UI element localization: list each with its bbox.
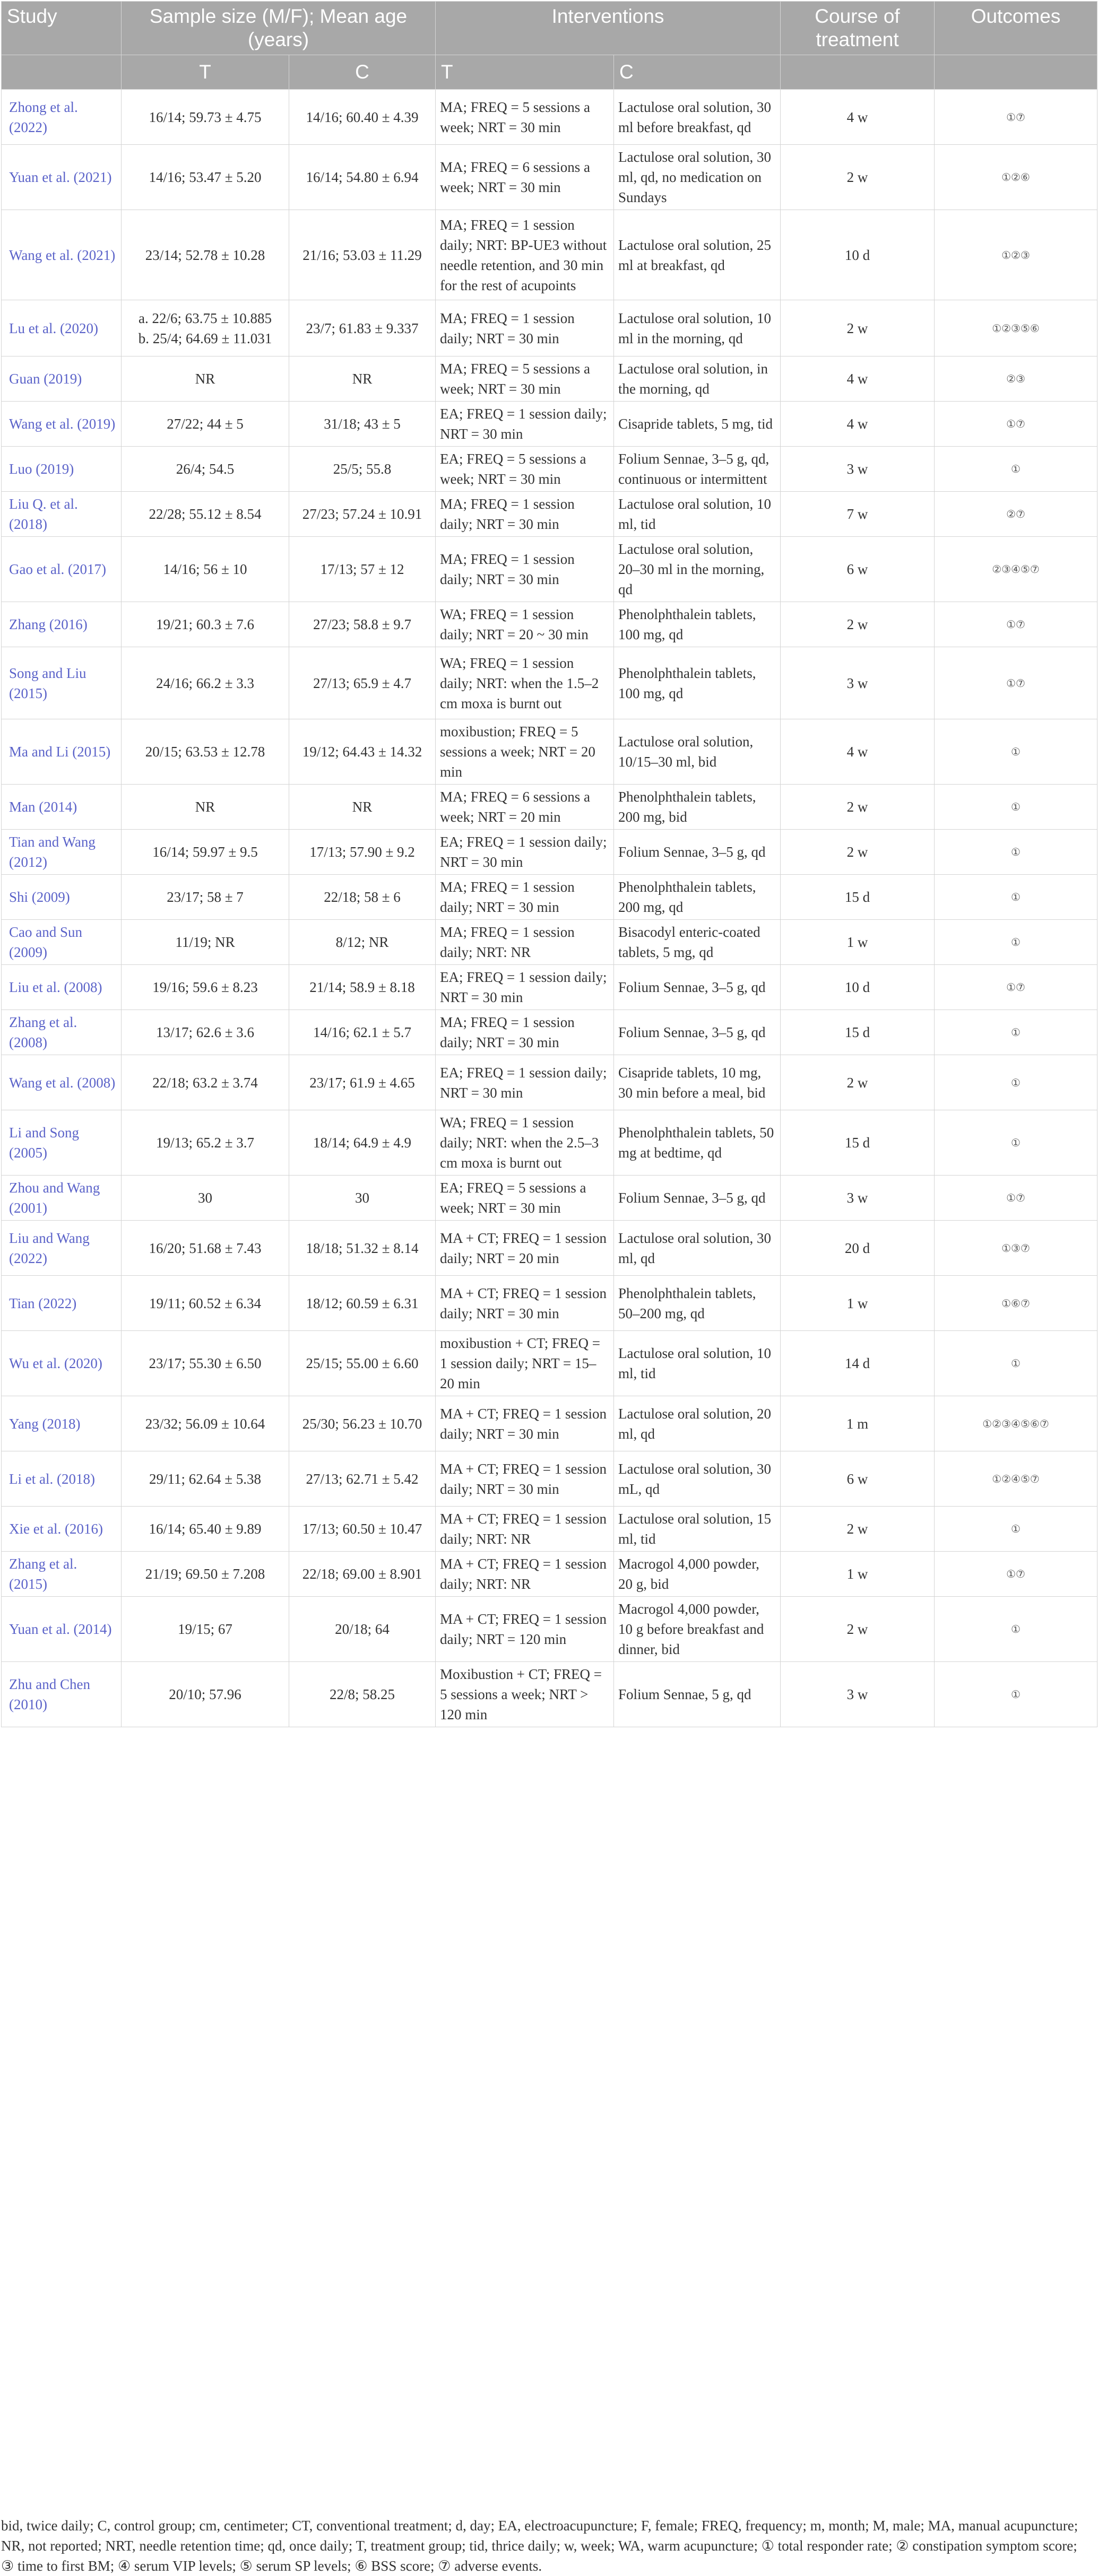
sample-t-cell: 14/16; 56 ± 10 [122, 537, 289, 602]
sample-c-cell: 18/18; 51.32 ± 8.14 [289, 1221, 436, 1276]
study-cell[interactable]: Shi (2009) [2, 875, 122, 920]
sample-t-cell: 19/15; 67 [122, 1597, 289, 1662]
sample-c-cell: 22/8; 58.25 [289, 1662, 436, 1727]
table-row [2, 300, 1097, 356]
study-cell[interactable]: Lu et al. (2020) [2, 300, 122, 356]
intervention-t-cell: Moxibustion + CT; FREQ = 5 sessions a week; NRT > 120 min [436, 1662, 614, 1727]
sample-t-cell: 27/22; 44 ± 5 [122, 402, 289, 447]
intervention-t-cell: EA; FREQ = 5 sessions a week; NRT = 30 min [436, 1176, 614, 1221]
outcomes-cell: ②③ [935, 356, 1097, 402]
outcomes-cell: ②⑦ [935, 492, 1097, 537]
sample-c-cell: 19/12; 64.43 ± 14.32 [289, 719, 436, 785]
sample-t-cell: 23/14; 52.78 ± 10.28 [122, 210, 289, 300]
sample-t-cell: NR [122, 785, 289, 830]
course-cell: 4 w [781, 90, 935, 145]
outcomes-cell: ① [935, 1662, 1097, 1727]
table-row [2, 965, 1097, 1010]
sample-t-cell: 19/13; 65.2 ± 3.7 [122, 1110, 289, 1176]
sample-t-cell: 16/14; 65.40 ± 9.89 [122, 1507, 289, 1552]
intervention-c-cell: Lactulose oral solution, 10/15–30 ml, bid [614, 719, 781, 785]
sample-c-cell: 16/14; 54.80 ± 6.94 [289, 145, 436, 210]
sample-c-cell: NR [289, 356, 436, 402]
sample-t-cell: 30 [122, 1176, 289, 1221]
sample-t-cell: 20/10; 57.96 [122, 1662, 289, 1727]
sample-c-cell: 17/13; 57.90 ± 9.2 [289, 830, 436, 875]
header-sample-size: Sample size (M/F); Mean age (years) [122, 2, 436, 55]
table-row [2, 356, 1097, 402]
intervention-t-cell: WA; FREQ = 1 session daily; NRT = 20 ~ 30 min [436, 602, 614, 647]
intervention-c-cell: Phenolphthalein tablets, 50–200 mg, qd [614, 1276, 781, 1331]
table-row [2, 785, 1097, 830]
outcomes-cell: ①⑦ [935, 965, 1097, 1010]
sample-c-cell: 20/18; 64 [289, 1597, 436, 1662]
course-cell: 10 d [781, 965, 935, 1010]
intervention-c-cell: Lactulose oral solution, 30 ml before breakfast, qd [614, 90, 781, 145]
intervention-c-cell: Cisapride tablets, 5 mg, tid [614, 402, 781, 447]
sample-t-cell: 21/19; 69.50 ± 7.208 [122, 1552, 289, 1597]
outcomes-cell: ① [935, 1055, 1097, 1110]
intervention-c-cell: Folium Sennae, 3–5 g, qd [614, 1010, 781, 1055]
sample-c-cell: 27/13; 62.71 ± 5.42 [289, 1451, 436, 1507]
table-row [2, 875, 1097, 920]
sample-c-cell: 17/13; 60.50 ± 10.47 [289, 1507, 436, 1552]
study-cell[interactable]: Xie et al. (2016) [2, 1507, 122, 1552]
intervention-t-cell: MA; FREQ = 5 sessions a week; NRT = 30 min [436, 356, 614, 402]
header-outcomes: Outcomes [935, 2, 1097, 55]
study-cell[interactable]: Yuan et al. (2021) [2, 145, 122, 210]
outcomes-cell: ① [935, 1010, 1097, 1055]
study-cell[interactable]: Yang (2018) [2, 1396, 122, 1451]
sample-c-cell: 23/17; 61.9 ± 4.65 [289, 1055, 436, 1110]
outcomes-cell: ①②③④⑤⑥⑦ [935, 1396, 1097, 1451]
sample-t-cell: 16/20; 51.68 ± 7.43 [122, 1221, 289, 1276]
table-row [2, 1662, 1097, 1727]
study-cell[interactable]: Yuan et al. (2014) [2, 1597, 122, 1662]
intervention-t-cell: MA; FREQ = 1 session daily; NRT = 30 min [436, 537, 614, 602]
sample-c-cell: 14/16; 60.40 ± 4.39 [289, 90, 436, 145]
table-row [2, 90, 1097, 145]
intervention-c-cell: Macrogol 4,000 powder, 10 g before breakfast and dinner, bid [614, 1597, 781, 1662]
sample-c-cell: 27/13; 65.9 ± 4.7 [289, 647, 436, 719]
course-cell: 10 d [781, 210, 935, 300]
sample-t-cell: 23/17; 55.30 ± 6.50 [122, 1331, 289, 1396]
intervention-c-cell: Lactulose oral solution, 10 ml in the morning, qd [614, 300, 781, 356]
intervention-t-cell: MA; FREQ = 5 sessions a week; NRT = 30 min [436, 90, 614, 145]
sample-t-cell: 16/14; 59.97 ± 9.5 [122, 830, 289, 875]
outcomes-cell: ①⑦ [935, 402, 1097, 447]
table-row [2, 1552, 1097, 1597]
intervention-t-cell: MA; FREQ = 1 session daily; NRT = 30 min [436, 1010, 614, 1055]
course-cell: 6 w [781, 1451, 935, 1507]
outcomes-cell: ①⑦ [935, 602, 1097, 647]
intervention-t-cell: MA + CT; FREQ = 1 session daily; NRT = 120 min [436, 1597, 614, 1662]
sample-t-cell: 24/16; 66.2 ± 3.3 [122, 647, 289, 719]
sample-c-cell: 22/18; 58 ± 6 [289, 875, 436, 920]
sample-c-cell: 31/18; 43 ± 5 [289, 402, 436, 447]
intervention-t-cell: WA; FREQ = 1 session daily; NRT: when the 2.5–3 cm moxa is burnt out [436, 1110, 614, 1176]
table-row [2, 210, 1097, 300]
intervention-c-cell: Lactulose oral solution, 30 mL, qd [614, 1451, 781, 1507]
intervention-t-cell: MA; FREQ = 6 sessions a week; NRT = 20 min [436, 785, 614, 830]
intervention-t-cell: MA + CT; FREQ = 1 session daily; NRT = 20 min [436, 1221, 614, 1276]
intervention-t-cell: EA; FREQ = 5 sessions a week; NRT = 30 min [436, 447, 614, 492]
course-cell: 1 w [781, 920, 935, 965]
study-cell[interactable]: Li et al. (2018) [2, 1451, 122, 1507]
outcomes-cell: ①②③ [935, 210, 1097, 300]
intervention-c-cell: Phenolphthalein tablets, 200 mg, bid [614, 785, 781, 830]
intervention-c-cell: Folium Sennae, 3–5 g, qd, continuous or intermittent [614, 447, 781, 492]
header-int-t: T [436, 55, 614, 90]
sample-c-cell: 22/18; 69.00 ± 8.901 [289, 1552, 436, 1597]
outcomes-cell: ①⑦ [935, 647, 1097, 719]
course-cell: 2 w [781, 830, 935, 875]
course-cell: 2 w [781, 145, 935, 210]
sample-c-cell: 21/16; 53.03 ± 11.29 [289, 210, 436, 300]
intervention-c-cell: Phenolphthalein tablets, 100 mg, qd [614, 647, 781, 719]
sample-c-cell: 18/12; 60.59 ± 6.31 [289, 1276, 436, 1331]
header-interventions: Interventions [436, 2, 781, 55]
outcomes-cell: ① [935, 1110, 1097, 1176]
intervention-t-cell: MA; FREQ = 1 session daily; NRT = 30 min [436, 492, 614, 537]
course-cell: 1 m [781, 1396, 935, 1451]
sample-t-cell: 16/14; 59.73 ± 4.75 [122, 90, 289, 145]
study-cell[interactable]: Luo (2019) [2, 447, 122, 492]
study-cell[interactable]: Zhong et al. (2022) [2, 90, 122, 145]
sample-t-cell: NR [122, 356, 289, 402]
sample-c-cell: 25/15; 55.00 ± 6.60 [289, 1331, 436, 1396]
table-row [2, 647, 1097, 719]
table-row [2, 1276, 1097, 1331]
sample-c-cell: 25/30; 56.23 ± 10.70 [289, 1396, 436, 1451]
study-cell[interactable]: Man (2014) [2, 785, 122, 830]
intervention-c-cell: Phenolphthalein tablets, 100 mg, qd [614, 602, 781, 647]
study-cell[interactable]: Gao et al. (2017) [2, 537, 122, 602]
intervention-c-cell: Phenolphthalein tablets, 50 mg at bedtime, qd [614, 1110, 781, 1176]
intervention-t-cell: MA; FREQ = 1 session daily; NRT: NR [436, 920, 614, 965]
course-cell: 3 w [781, 647, 935, 719]
table-row [2, 830, 1097, 875]
table-row [2, 1010, 1097, 1055]
outcomes-cell: ①②⑥ [935, 145, 1097, 210]
study-cell[interactable]: Song and Liu (2015) [2, 647, 122, 719]
sample-t-cell: 19/11; 60.52 ± 6.34 [122, 1276, 289, 1331]
sample-t-cell: 29/11; 62.64 ± 5.38 [122, 1451, 289, 1507]
study-cell[interactable]: Liu and Wang (2022) [2, 1221, 122, 1276]
intervention-t-cell: EA; FREQ = 1 session daily; NRT = 30 min [436, 965, 614, 1010]
sample-t-cell: 26/4; 54.5 [122, 447, 289, 492]
outcomes-cell: ① [935, 785, 1097, 830]
sample-c-cell: 18/14; 64.9 ± 4.9 [289, 1110, 436, 1176]
study-cell[interactable]: Wang et al. (2021) [2, 210, 122, 300]
course-cell: 1 w [781, 1276, 935, 1331]
intervention-t-cell: MA; FREQ = 1 session daily; NRT = 30 min [436, 875, 614, 920]
table-row [2, 1331, 1097, 1396]
intervention-c-cell: Folium Sennae, 3–5 g, qd [614, 1176, 781, 1221]
outcomes-cell: ① [935, 875, 1097, 920]
study-cell[interactable]: Li and Song (2005) [2, 1110, 122, 1176]
intervention-c-cell: Phenolphthalein tablets, 200 mg, qd [614, 875, 781, 920]
outcomes-cell: ① [935, 1507, 1097, 1552]
table-row [2, 1396, 1097, 1451]
header-int-c: C [614, 55, 781, 90]
intervention-c-cell: Lactulose oral solution, 10 ml, tid [614, 1331, 781, 1396]
course-cell: 4 w [781, 402, 935, 447]
sample-c-cell: 30 [289, 1176, 436, 1221]
course-cell: 20 d [781, 1221, 935, 1276]
course-cell: 15 d [781, 1010, 935, 1055]
intervention-t-cell: WA; FREQ = 1 session daily; NRT: when the 1.5–2 cm moxa is burnt out [436, 647, 614, 719]
sample-t-cell: 23/32; 56.09 ± 10.64 [122, 1396, 289, 1451]
study-cell[interactable]: Liu et al. (2008) [2, 965, 122, 1010]
table-row [2, 145, 1097, 210]
table-body [2, 90, 1097, 1727]
course-cell: 3 w [781, 1662, 935, 1727]
course-cell: 3 w [781, 1176, 935, 1221]
table-row [2, 447, 1097, 492]
study-cell[interactable]: Zhu and Chen (2010) [2, 1662, 122, 1727]
sample-t-cell: a. 22/6; 63.75 ± 10.885 b. 25/4; 64.69 ± 11.031 [122, 300, 289, 356]
study-characteristics-table [1, 1, 1097, 1727]
intervention-t-cell: MA; FREQ = 1 session daily; NRT = 30 min [436, 300, 614, 356]
sample-c-cell: 14/16; 62.1 ± 5.7 [289, 1010, 436, 1055]
sample-t-cell: 19/16; 59.6 ± 8.23 [122, 965, 289, 1010]
table-row [2, 1055, 1097, 1110]
table-row [2, 537, 1097, 602]
outcomes-cell: ① [935, 1597, 1097, 1662]
intervention-t-cell: MA + CT; FREQ = 1 session daily; NRT: NR [436, 1552, 614, 1597]
intervention-t-cell: MA; FREQ = 6 sessions a week; NRT = 30 min [436, 145, 614, 210]
study-cell[interactable]: Zhang et al. (2008) [2, 1010, 122, 1055]
outcomes-cell: ①②③⑤⑥ [935, 300, 1097, 356]
intervention-t-cell: MA + CT; FREQ = 1 session daily; NRT = 30 min [436, 1396, 614, 1451]
table-row [2, 1110, 1097, 1176]
sample-c-cell: NR [289, 785, 436, 830]
intervention-c-cell: Lactulose oral solution, 20–30 ml in the morning, qd [614, 537, 781, 602]
table-row [2, 1176, 1097, 1221]
course-cell: 14 d [781, 1331, 935, 1396]
study-cell[interactable]: Liu Q. et al. (2018) [2, 492, 122, 537]
sample-t-cell: 23/17; 58 ± 7 [122, 875, 289, 920]
table-row [2, 492, 1097, 537]
intervention-t-cell: MA + CT; FREQ = 1 session daily; NRT = 30 min [436, 1276, 614, 1331]
course-cell: 4 w [781, 356, 935, 402]
study-cell[interactable]: Wu et al. (2020) [2, 1331, 122, 1396]
outcomes-cell: ①⑦ [935, 1552, 1097, 1597]
course-cell: 2 w [781, 1597, 935, 1662]
study-cell[interactable]: Zhang et al. (2015) [2, 1552, 122, 1597]
course-cell: 15 d [781, 1110, 935, 1176]
study-cell[interactable]: Cao and Sun (2009) [2, 920, 122, 965]
header-sample-t: T [122, 55, 289, 90]
course-cell: 7 w [781, 492, 935, 537]
sample-t-cell: 19/21; 60.3 ± 7.6 [122, 602, 289, 647]
study-cell[interactable]: Tian and Wang (2012) [2, 830, 122, 875]
sample-c-cell: 17/13; 57 ± 12 [289, 537, 436, 602]
header-blank [935, 55, 1097, 90]
course-cell: 2 w [781, 602, 935, 647]
intervention-c-cell: Folium Sennae, 3–5 g, qd [614, 830, 781, 875]
outcomes-cell: ①⑦ [935, 90, 1097, 145]
sample-c-cell: 27/23; 58.8 ± 9.7 [289, 602, 436, 647]
study-cell[interactable]: Wang et al. (2019) [2, 402, 122, 447]
table-row [2, 920, 1097, 965]
course-cell: 3 w [781, 447, 935, 492]
table-row [2, 1451, 1097, 1507]
intervention-c-cell: Folium Sennae, 3–5 g, qd [614, 965, 781, 1010]
sample-t-cell: 20/15; 63.53 ± 12.78 [122, 719, 289, 785]
intervention-c-cell: Folium Sennae, 5 g, qd [614, 1662, 781, 1727]
course-cell: 6 w [781, 537, 935, 602]
outcomes-cell: ②③④⑤⑦ [935, 537, 1097, 602]
table-row [2, 1597, 1097, 1662]
sample-c-cell: 8/12; NR [289, 920, 436, 965]
course-cell: 2 w [781, 1055, 935, 1110]
intervention-c-cell: Lactulose oral solution, 25 ml at breakfast, qd [614, 210, 781, 300]
study-cell[interactable]: Zhou and Wang (2001) [2, 1176, 122, 1221]
sample-t-cell: 14/16; 53.47 ± 5.20 [122, 145, 289, 210]
sample-c-cell: 27/23; 57.24 ± 10.91 [289, 492, 436, 537]
intervention-t-cell: moxibustion + CT; FREQ = 1 session daily; NRT = 15–20 min [436, 1331, 614, 1396]
intervention-t-cell: MA + CT; FREQ = 1 session daily; NRT = 30 min [436, 1451, 614, 1507]
intervention-c-cell: Lactulose oral solution, 15 ml, tid [614, 1507, 781, 1552]
study-cell[interactable]: Tian (2022) [2, 1276, 122, 1331]
table-footnote: bid, twice daily; C, control group; cm, centimeter; CT, conventional treatment; d, day; EA, electroacupuncture; F, female; FREQ, frequency; m, month; M, male; MA, manual acupuncture; NR, not reported; NRT, needle retention time; qd, once daily; T, treatment group; tid, thrice daily; w, week; WA, warm acupuncture; ① total responder rate; ② constipation symptom score; ③ time to first BM; ④ serum VIP levels; ⑤ serum SP levels; ⑥ BSS score; ⑦ adverse events. [1, 2518, 1078, 2574]
table-row [2, 1507, 1097, 1552]
header-study: Study [2, 2, 122, 55]
intervention-c-cell: Cisapride tablets, 10 mg, 30 min before a meal, bid [614, 1055, 781, 1110]
intervention-c-cell: Lactulose oral solution, 20 ml, qd [614, 1396, 781, 1451]
sample-t-cell: 22/18; 63.2 ± 3.74 [122, 1055, 289, 1110]
sample-c-cell: 25/5; 55.8 [289, 447, 436, 492]
sample-c-cell: 23/7; 61.83 ± 9.337 [289, 300, 436, 356]
header-blank [2, 55, 122, 90]
course-cell: 15 d [781, 875, 935, 920]
outcomes-cell: ① [935, 920, 1097, 965]
table-row [2, 1221, 1097, 1276]
table-row [2, 602, 1097, 647]
study-cell[interactable]: Wang et al. (2008) [2, 1055, 122, 1110]
header-sample-c: C [289, 55, 436, 90]
header-blank [781, 55, 935, 90]
table-row [2, 402, 1097, 447]
intervention-t-cell: EA; FREQ = 1 session daily; NRT = 30 min [436, 830, 614, 875]
study-cell[interactable]: Zhang (2016) [2, 602, 122, 647]
outcomes-cell: ①⑦ [935, 1176, 1097, 1221]
outcomes-cell: ① [935, 447, 1097, 492]
outcomes-cell: ① [935, 1331, 1097, 1396]
intervention-c-cell: Bisacodyl enteric-coated tablets, 5 mg, qd [614, 920, 781, 965]
course-cell: 1 w [781, 1552, 935, 1597]
table-row [2, 719, 1097, 785]
intervention-c-cell: Lactulose oral solution, 10 ml, tid [614, 492, 781, 537]
intervention-t-cell: EA; FREQ = 1 session daily; NRT = 30 min [436, 402, 614, 447]
intervention-t-cell: moxibustion; FREQ = 5 sessions a week; NRT = 20 min [436, 719, 614, 785]
course-cell: 4 w [781, 719, 935, 785]
intervention-c-cell: Lactulose oral solution, 30 ml, qd, no medication on Sundays [614, 145, 781, 210]
intervention-c-cell: Macrogol 4,000 powder, 20 g, bid [614, 1552, 781, 1597]
header-course: Course of treatment [781, 2, 935, 55]
outcomes-cell: ① [935, 719, 1097, 785]
study-cell[interactable]: Ma and Li (2015) [2, 719, 122, 785]
sample-t-cell: 22/28; 55.12 ± 8.54 [122, 492, 289, 537]
intervention-t-cell: MA; FREQ = 1 session daily; NRT: BP-UE3 without needle retention, and 30 min for the rest of acupoints [436, 210, 614, 300]
course-cell: 2 w [781, 1507, 935, 1552]
course-cell: 2 w [781, 300, 935, 356]
intervention-c-cell: Lactulose oral solution, 30 ml, qd [614, 1221, 781, 1276]
outcomes-cell: ① [935, 830, 1097, 875]
study-cell[interactable]: Guan (2019) [2, 356, 122, 402]
outcomes-cell: ①⑥⑦ [935, 1276, 1097, 1331]
sample-t-cell: 11/19; NR [122, 920, 289, 965]
intervention-t-cell: MA + CT; FREQ = 1 session daily; NRT: NR [436, 1507, 614, 1552]
course-cell: 2 w [781, 785, 935, 830]
sample-t-cell: 13/17; 62.6 ± 3.6 [122, 1010, 289, 1055]
outcomes-cell: ①③⑦ [935, 1221, 1097, 1276]
intervention-c-cell: Lactulose oral solution, in the morning, qd [614, 356, 781, 402]
sample-c-cell: 21/14; 58.9 ± 8.18 [289, 965, 436, 1010]
outcomes-cell: ①②④⑤⑦ [935, 1451, 1097, 1507]
intervention-t-cell: EA; FREQ = 1 session daily; NRT = 30 min [436, 1055, 614, 1110]
